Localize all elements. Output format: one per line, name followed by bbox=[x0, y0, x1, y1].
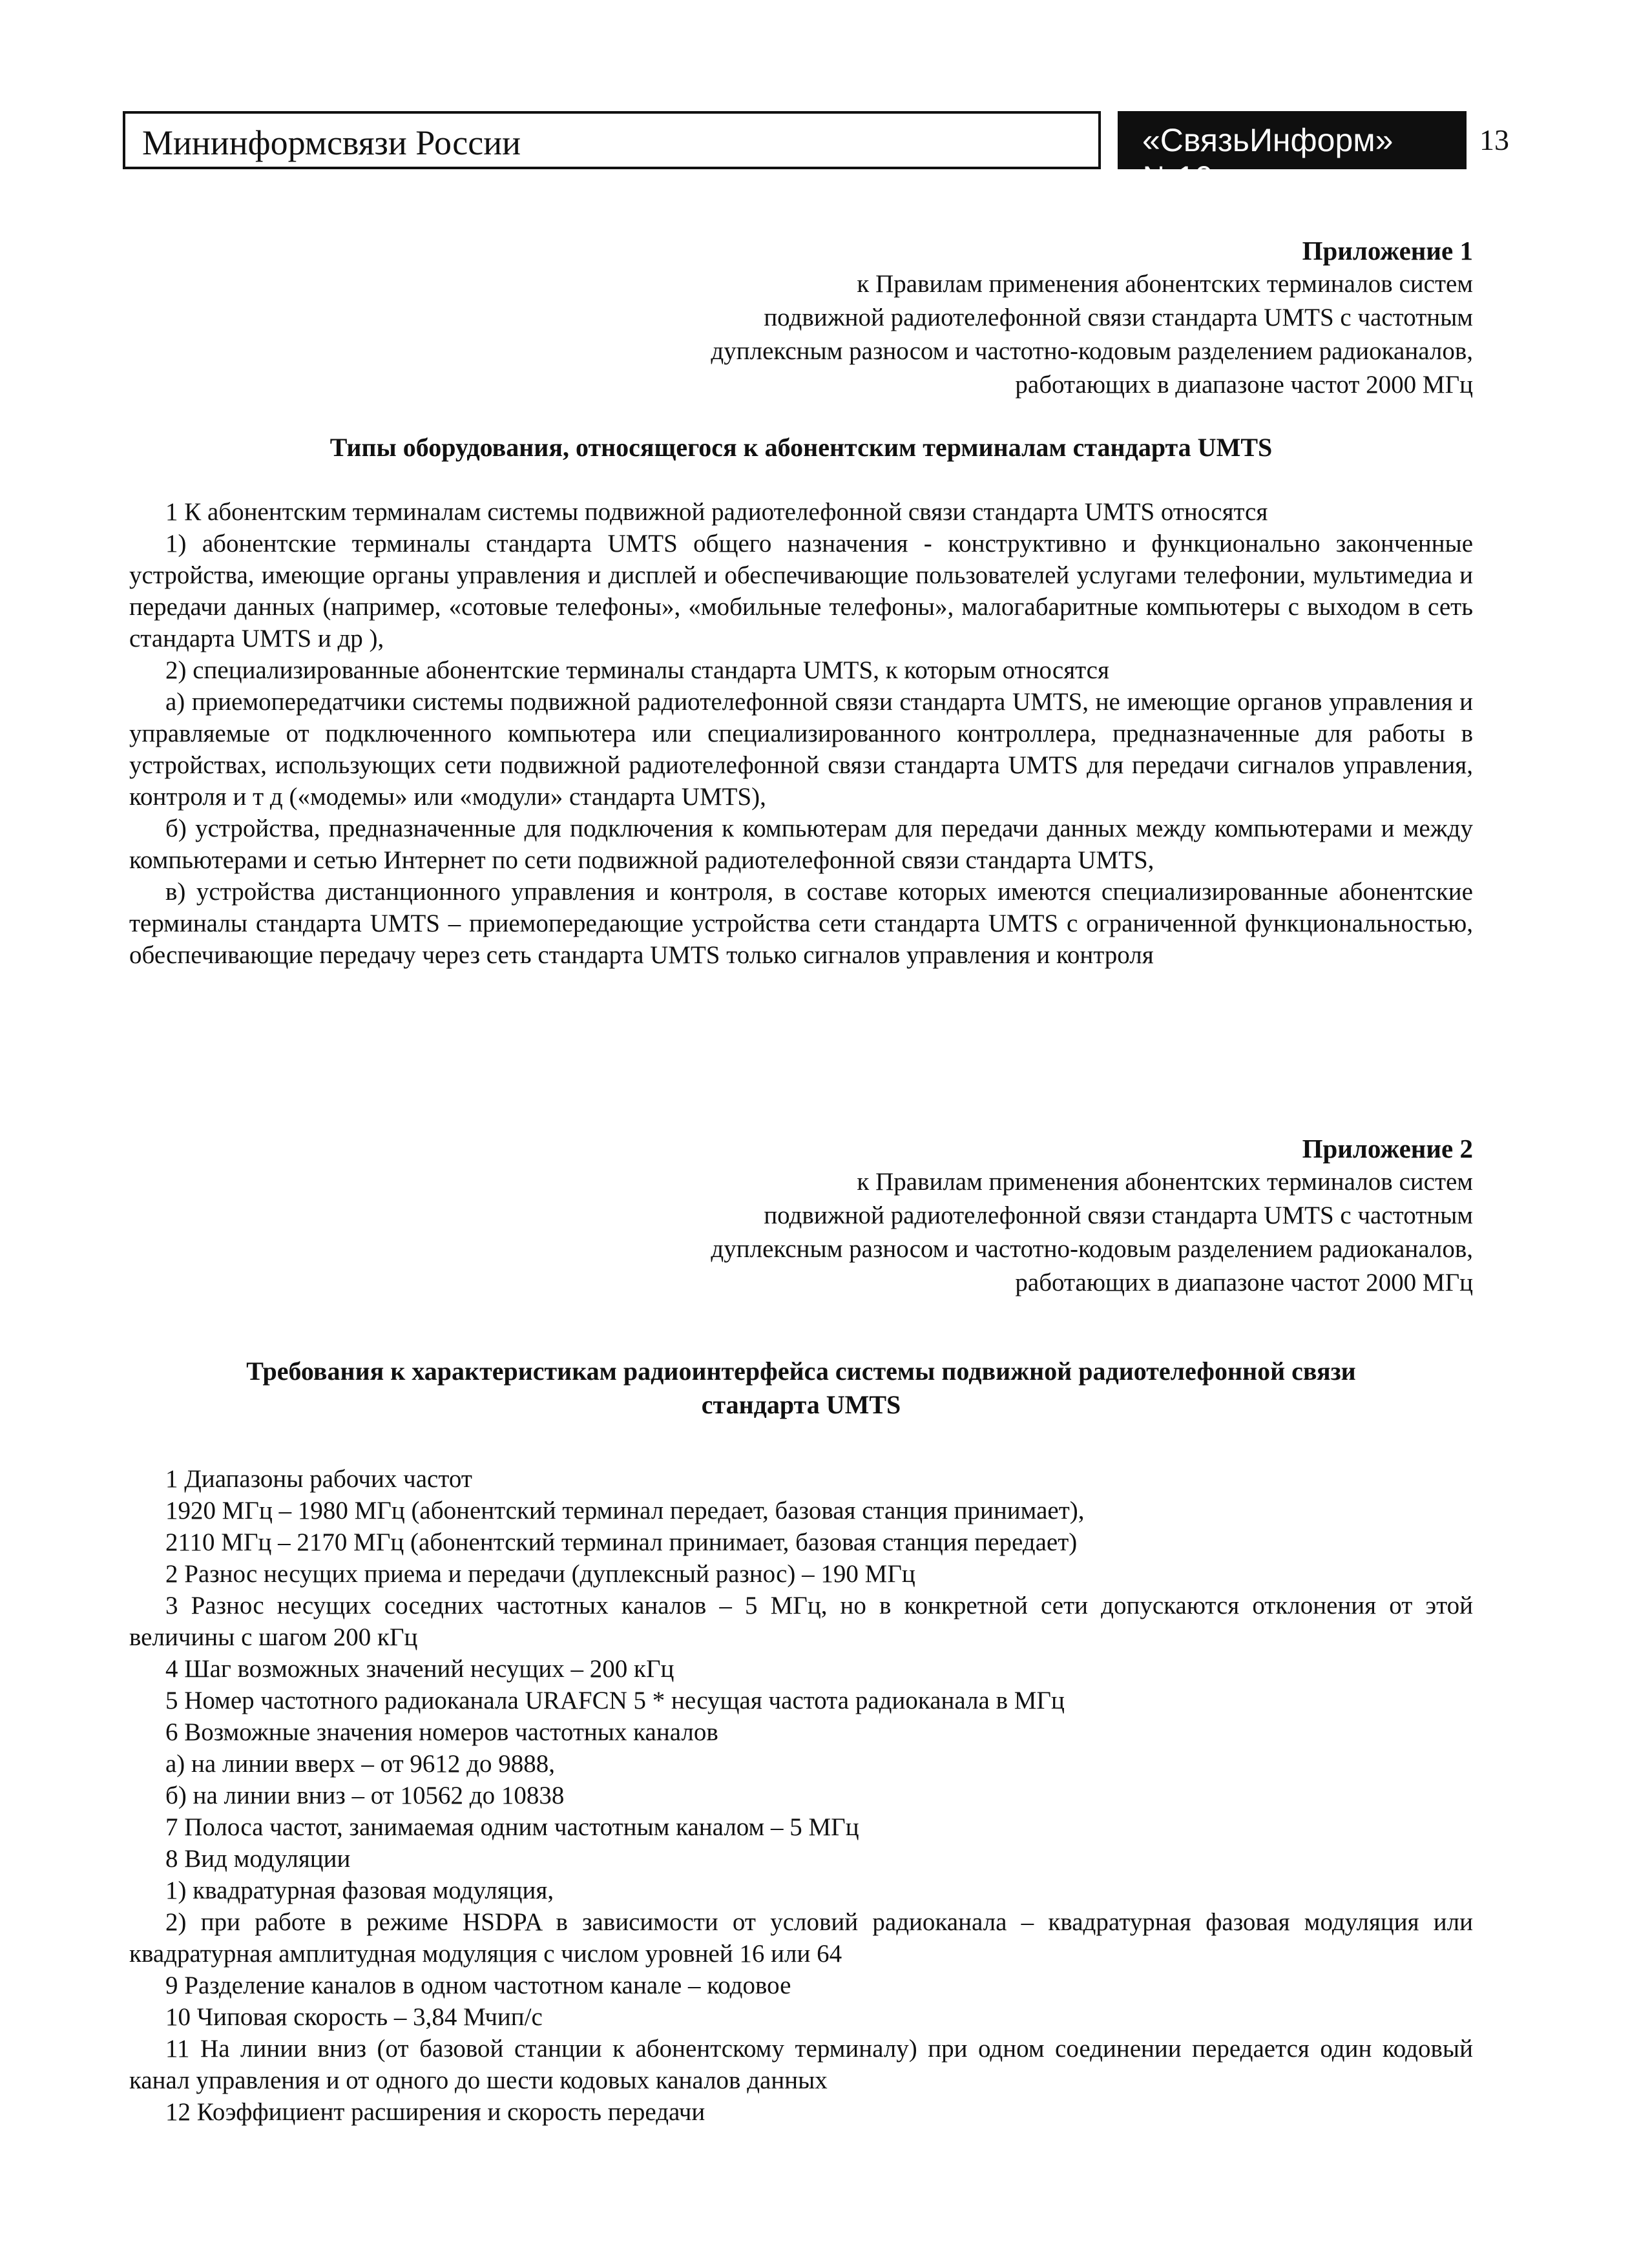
paragraph: 5 Номер частотного радиоканала URAFCN 5 * несущая частота радиоканала в МГц bbox=[165, 1687, 1065, 1714]
paragraph: 1920 МГц – 1980 МГц (абонентский терминал передает, базовая станция принимает), bbox=[165, 1497, 1085, 1524]
appendix2-heading-line: стандарта UMTS bbox=[701, 1390, 901, 1419]
appendix1-line: дуплексным разносом и частотно-кодовым разделением радиоканалов, bbox=[711, 337, 1473, 365]
appendix2-body bbox=[129, 1463, 1473, 2128]
paragraph: в) устройства дистанционного управления и контроля, в составе которых имеются специализированные абонентские терминалы стандарта UMTS – приемопередающие устройства сети стандарта UMTS с ограниченной функциональностью, обеспечивающие передачу через сеть стандарта UMTS только сигналов управления и контроля bbox=[129, 878, 1473, 969]
paragraph: 1) квадратурная фазовая модуляция, bbox=[165, 1877, 554, 1904]
appendix2-heading bbox=[129, 1355, 1473, 1422]
paragraph: 2110 МГц – 2170 МГц (абонентский терминал принимает, базовая станция передает) bbox=[165, 1528, 1078, 1556]
appendix2-heading-line: Требования к характеристикам радиоинтерфейса системы подвижной радиотелефонной связи bbox=[246, 1357, 1356, 1386]
paragraph: 10 Чиповая скорость – 3,84 Мчип/с bbox=[165, 2003, 543, 2031]
appendix1-line: работающих в диапазоне частот 2000 МГц bbox=[1015, 371, 1473, 399]
appendix1-line: к Правилам применения абонентских терминалов систем bbox=[857, 270, 1473, 298]
paragraph: 7 Полоса частот, занимаемая одним частотным каналом – 5 МГц bbox=[165, 1813, 859, 1841]
paragraph: 2) при работе в режиме HSDPA в зависимости от условий радиоканала – квадратурная фазовая модуляция или квадратурная амплитудная модуляция с числом уровней 16 или 64 bbox=[129, 1908, 1473, 1968]
paragraph: 2) специализированные абонентские терминалы стандарта UMTS, к которым относятся bbox=[165, 656, 1109, 684]
paragraph: 9 Разделение каналов в одном частотном канале – кодовое bbox=[165, 1971, 791, 1999]
paragraph: 1 К абонентским терминалам системы подвижной радиотелефонной связи стандарта UMTS относятся bbox=[165, 498, 1268, 526]
paragraph: а) приемопередатчики системы подвижной радиотелефонной связи стандарта UMTS, не имеющие органов управления и управляемые от подключенного компьютера или специализированного контроллера, предназначенные для работы в устройствах, использующих сети подвижной радиотелефонной связи стандарта UMTS для передачи сигналов управления, контроля и т д («модемы» или «модули» стандарта UMTS), bbox=[129, 688, 1473, 811]
journal-box bbox=[1118, 111, 1467, 196]
paragraph: 2 Разнос несущих приема и передачи (дуплексный разнос) – 190 МГц bbox=[165, 1560, 915, 1588]
appendix1-reference bbox=[129, 234, 1473, 402]
journal-name: «СвязьИнформ» №10 bbox=[1142, 122, 1394, 196]
paragraph: б) на линии вниз – от 10562 до 10838 bbox=[165, 1782, 565, 1809]
appendix2-title: Приложение 2 bbox=[1302, 1134, 1473, 1163]
paragraph: 1 Диапазоны рабочих частот bbox=[165, 1465, 472, 1493]
appendix1-line: подвижной радиотелефонной связи стандарта UMTS с частотным bbox=[764, 304, 1473, 331]
paragraph: а) на линии вверх – от 9612 до 9888, bbox=[165, 1750, 555, 1778]
appendix2-line: дуплексным разносом и частотно-кодовым разделением радиоканалов, bbox=[711, 1235, 1473, 1263]
paragraph: 6 Возможные значения номеров частотных каналов bbox=[165, 1718, 718, 1746]
appendix1-title: Приложение 1 bbox=[1302, 236, 1473, 265]
page-number: 13 bbox=[1479, 123, 1509, 156]
appendix2-reference bbox=[129, 1132, 1473, 1300]
page-header bbox=[123, 111, 1463, 196]
paragraph: 12 Коэффициент расширения и скорость передачи bbox=[165, 2098, 705, 2126]
paragraph: 3 Разнос несущих соседних частотных каналов – 5 МГц, но в конкретной сети допускаются отклонения от этой величины с шагом 200 кГц bbox=[129, 1592, 1473, 1651]
appendix2-line: подвижной радиотелефонной связи стандарта UMTS с частотным bbox=[764, 1202, 1473, 1229]
paragraph: б) устройства, предназначенные для подключения к компьютерам для передачи данных между компьютерами и между компьютерами и сетью Интернет по сети подвижной радиотелефонной связи стандарта UMTS, bbox=[129, 815, 1473, 874]
appendix2-line: к Правилам применения абонентских терминалов систем bbox=[857, 1168, 1473, 1196]
org-name: Мининформсвязи России bbox=[142, 123, 521, 162]
paragraph: 11 На линии вниз (от базовой станции к абонентскому терминалу) при одном соединении передается один кодовый канал управления и от одного до шести кодовых каналов данных bbox=[129, 2035, 1473, 2094]
paragraph: 4 Шаг возможных значений несущих – 200 кГц bbox=[165, 1655, 674, 1683]
org-box bbox=[123, 111, 1101, 169]
paragraph: 1) абонентские терминалы стандарта UMTS общего назначения - конструктивно и функционально законченные устройства, имеющие органы управления и дисплей и обеспечивающие пользователей услугами телефонии, мультимедиа и передачи данных (например, «сотовые телефоны», «мобильные телефоны», малогабаритные компьютеры с выходом в сеть стандарта UMTS и др ), bbox=[129, 530, 1473, 652]
paragraph: 8 Вид модуляции bbox=[165, 1845, 351, 1873]
appendix2-line: работающих в диапазоне частот 2000 МГц bbox=[1015, 1269, 1473, 1296]
appendix1-heading: Типы оборудования, относящегося к абонентским терминалам стандарта UMTS bbox=[329, 433, 1273, 462]
appendix1-body bbox=[129, 496, 1473, 971]
